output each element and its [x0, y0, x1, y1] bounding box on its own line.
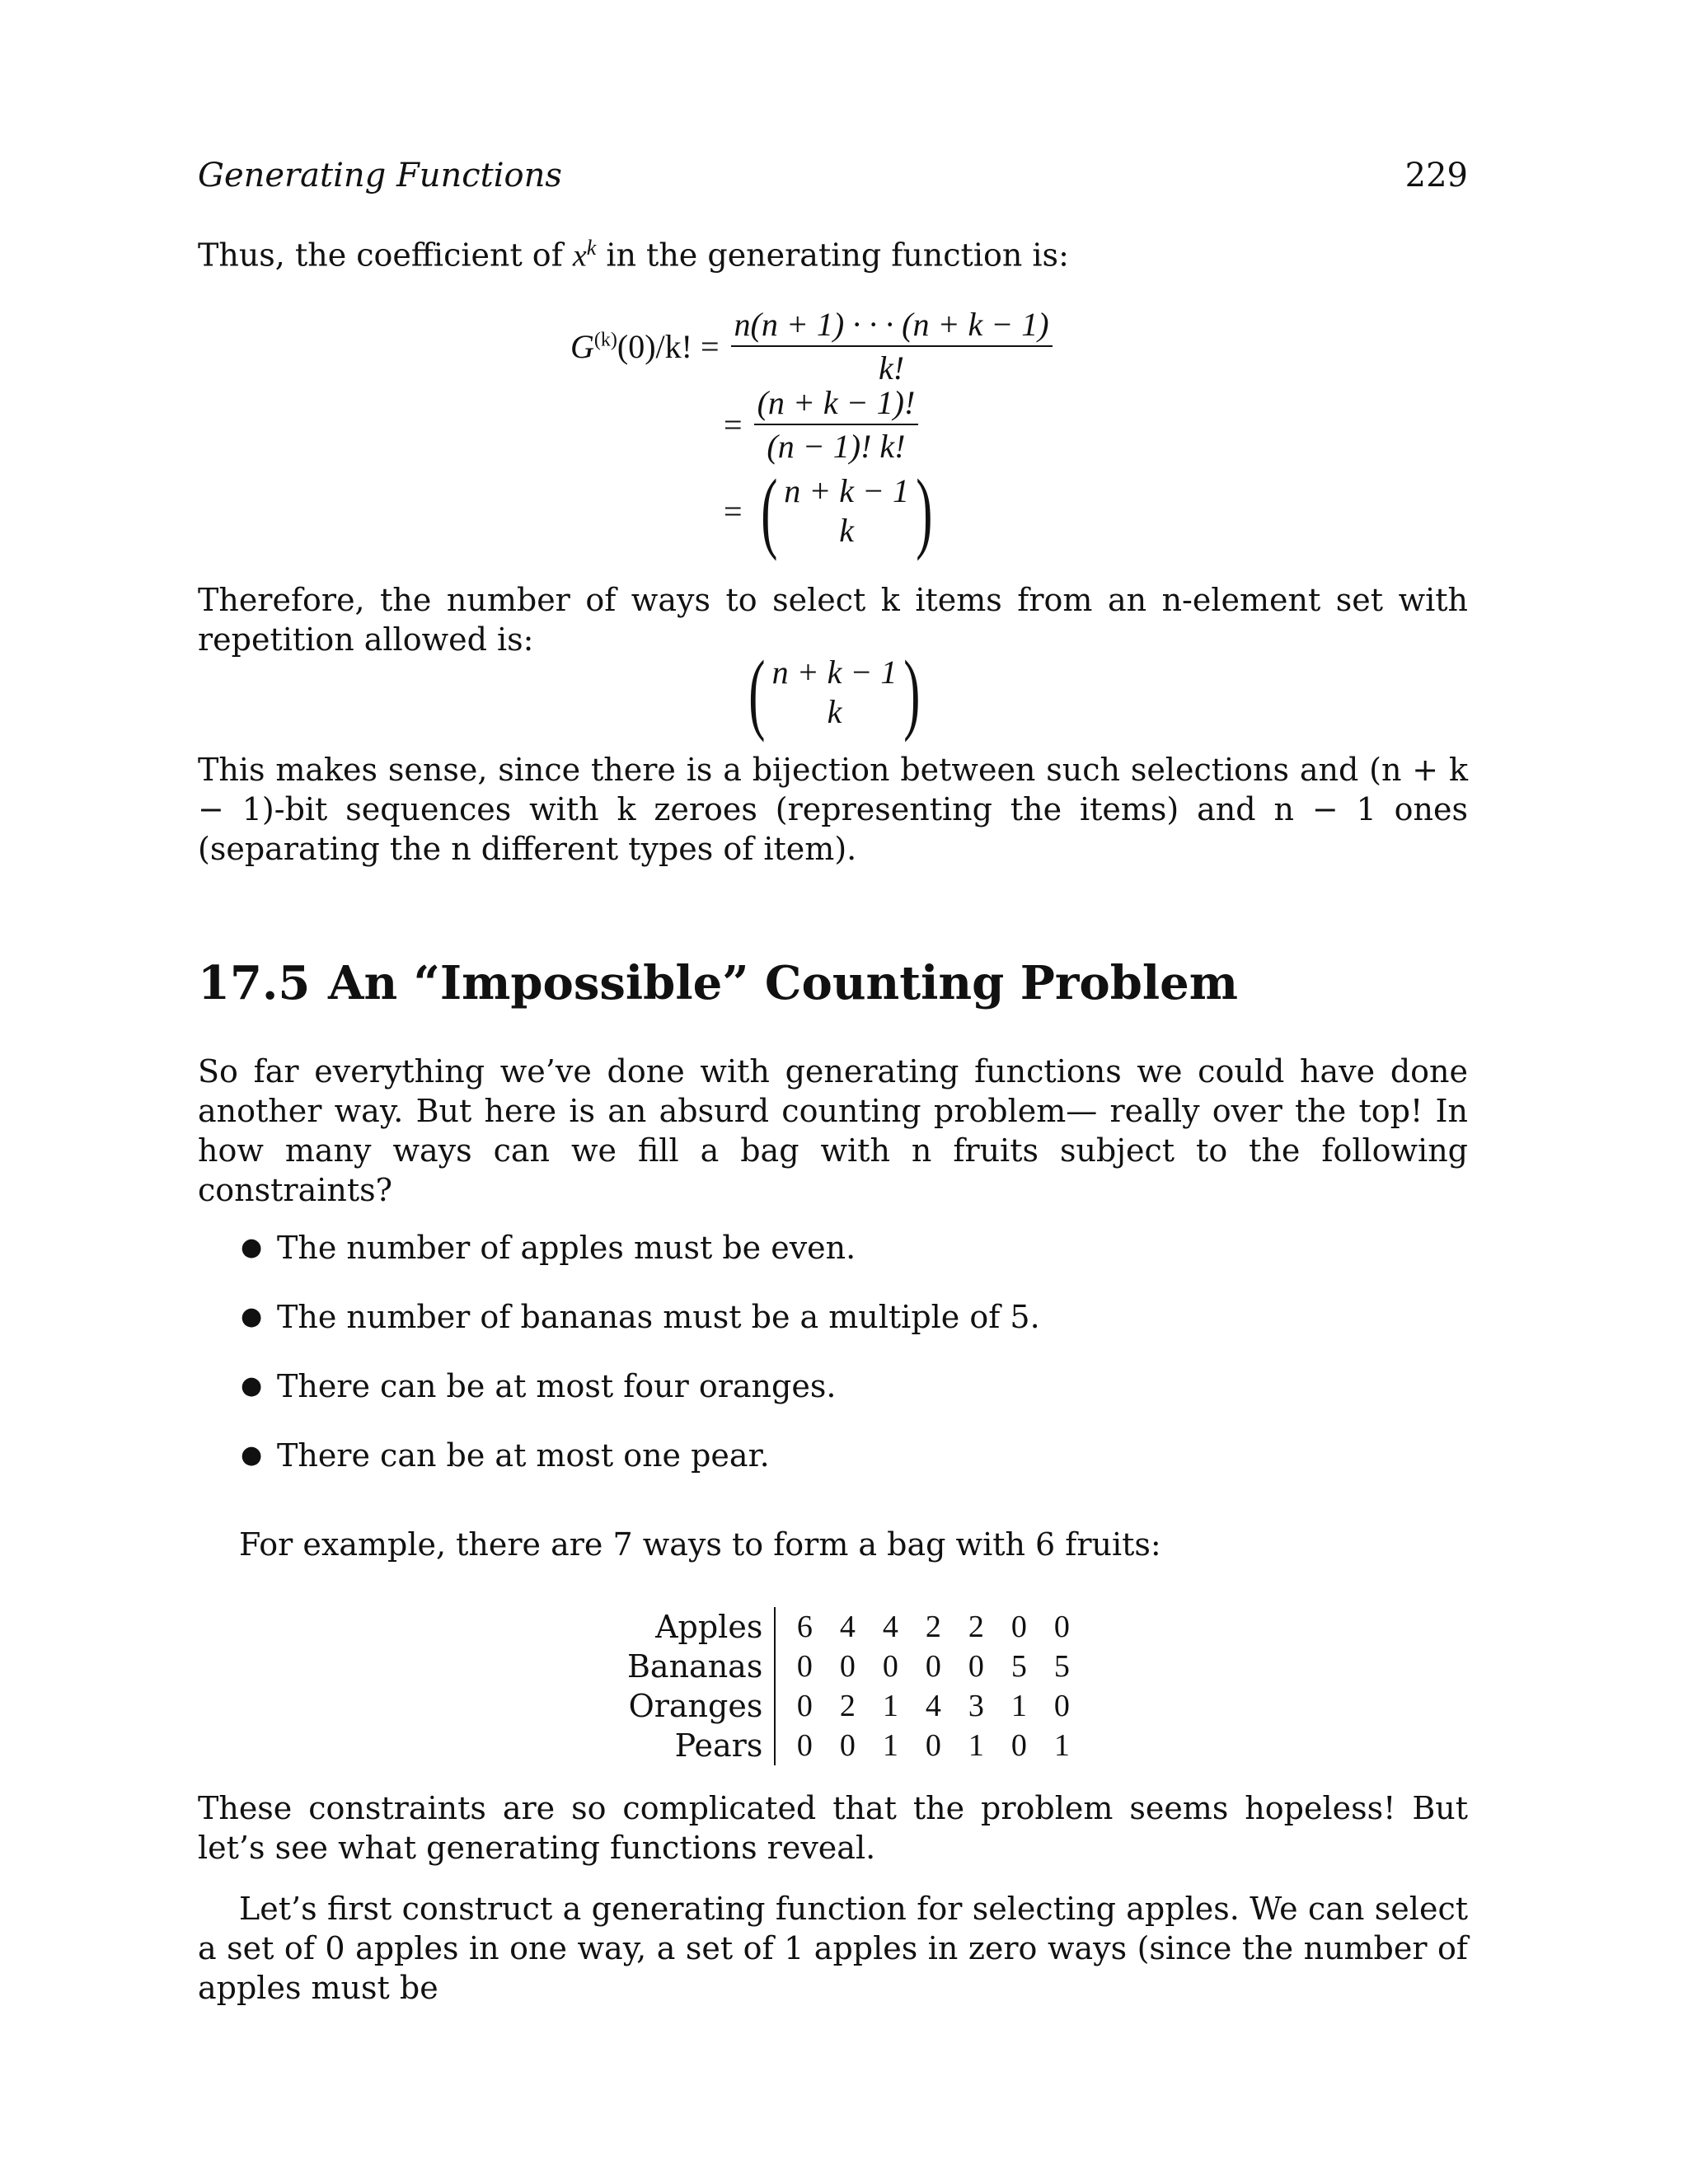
- table-cell: 0: [796, 1649, 813, 1684]
- page-number: 229: [1404, 157, 1468, 194]
- right-paren: ): [916, 461, 933, 561]
- list-item: ● There can be at most four oranges.: [241, 1368, 837, 1404]
- list-item: ● There can be at most one pear.: [241, 1437, 770, 1474]
- running-title: Generating Functions: [198, 157, 562, 194]
- bullet-icon: ●: [241, 1441, 263, 1469]
- derivation-fraction-2: [754, 383, 919, 466]
- table-cell: 0: [882, 1649, 898, 1684]
- table-cell: 0: [1010, 1728, 1027, 1763]
- table-cell: 0: [1010, 1610, 1027, 1644]
- section-heading: [198, 956, 1238, 1010]
- math-x: x: [572, 238, 587, 274]
- table-cell: 1: [1053, 1728, 1070, 1763]
- derivation-row-1: [570, 306, 1053, 387]
- bijection-paragraph: This makes sense, since there is a bijection between such selections and (n + k − 1)-bit sequences with k zeroes (representing the items) and n − 1 ones (separating the n different types of item).: [198, 752, 1468, 867]
- table-cell: 5: [1010, 1649, 1027, 1684]
- table-cell: 4: [839, 1610, 856, 1644]
- bullet-icon: ●: [241, 1302, 263, 1331]
- table-cell: 0: [839, 1649, 856, 1684]
- binomial-bottom: k: [839, 512, 854, 549]
- intro-trail: in the generating function is:: [596, 237, 1069, 274]
- section-number: 17.5: [198, 956, 311, 1010]
- table-cell: 4: [925, 1689, 941, 1723]
- binomial-bottom: k: [827, 693, 842, 730]
- bullet-icon: ●: [241, 1371, 263, 1400]
- derivation-row-2: [724, 384, 918, 465]
- table-row-label: Apples: [620, 1607, 775, 1647]
- derivation-lhs: $G^{(k)}(0)/k$! =: [570, 327, 720, 365]
- table-row: [620, 1607, 1083, 1647]
- table-cell: 5: [1053, 1649, 1070, 1684]
- equals-sign: =: [724, 492, 743, 530]
- derivation-row-3: [724, 461, 940, 561]
- fraction-2-numerator: (n + k − 1)!: [754, 383, 919, 425]
- intro-line: [198, 228, 1069, 276]
- bullet-icon: ●: [241, 1233, 263, 1262]
- table-row-label: Bananas: [620, 1647, 775, 1686]
- constraints-list: [241, 1230, 1040, 1507]
- derivation-binomial: [754, 461, 940, 561]
- binomial-top: n + k − 1: [771, 654, 898, 691]
- hopeless-paragraph: These constraints are so complicated that the problem seems hopeless! But let’s see what generating functions reveal.: [198, 1790, 1468, 1866]
- table-row: [620, 1647, 1083, 1686]
- binomial-top: n + k − 1: [784, 472, 909, 509]
- intro-lead: Thus, the coefficient of: [198, 237, 573, 274]
- binomial: [742, 642, 927, 743]
- left-paren: (: [760, 461, 777, 561]
- table-cell: 1: [1010, 1689, 1027, 1723]
- left-paren: (: [748, 642, 766, 743]
- table-cell: 0: [796, 1728, 813, 1763]
- table-cell: 0: [925, 1728, 941, 1763]
- table-cell: 0: [925, 1649, 941, 1684]
- section-title: An “Impossible” Counting Problem: [328, 956, 1239, 1010]
- table-cell: 0: [968, 1649, 984, 1684]
- equals-sign: =: [724, 405, 743, 443]
- table-cell: 2: [839, 1689, 856, 1723]
- table-cell: 1: [882, 1728, 898, 1763]
- table-cell: 3: [968, 1689, 984, 1723]
- table-cell: 0: [1053, 1689, 1070, 1723]
- table-cell: 1: [968, 1728, 984, 1763]
- fruit-table: [620, 1607, 1083, 1765]
- table-cell: 6: [796, 1610, 813, 1644]
- fraction-1-denominator: k!: [878, 349, 905, 387]
- table-row-label: Oranges: [620, 1686, 775, 1726]
- table-cell: 2: [968, 1610, 984, 1644]
- table-cell: 0: [1053, 1610, 1070, 1644]
- example-intro: For example, there are 7 ways to form a bag with 6 fruits:: [239, 1526, 1161, 1563]
- table-cell: 0: [839, 1728, 856, 1763]
- table-row: [620, 1726, 1083, 1765]
- table-cell: 1: [882, 1689, 898, 1723]
- table-row: [620, 1686, 1083, 1726]
- fraction-1-numerator: n(n + 1) · · · (n + k − 1): [731, 305, 1053, 347]
- fraction-2-denominator: (n − 1)! k!: [767, 428, 906, 465]
- table-row-label: Pears: [620, 1726, 775, 1765]
- math-k-exponent: k: [586, 236, 597, 260]
- therefore-binomial: [742, 642, 927, 743]
- list-item: ● The number of apples must be even.: [241, 1230, 856, 1266]
- right-paren: ): [903, 642, 921, 743]
- problem-paragraph: So far everything we’ve done with generating functions we could have done another way. But here is an absurd counting problem— really over the top! In how many ways can we fill a bag with n fruits subject to the following constraints?: [198, 1053, 1468, 1208]
- derivation-fraction-1: [731, 305, 1053, 387]
- apples-paragraph: Let’s first construct a generating function for selecting apples. We can select a set of 0 apples in one way, a set of 1 apples in zero ways (since the number of apples must be: [198, 1891, 1468, 2006]
- table-cell: 2: [925, 1610, 941, 1644]
- therefore-paragraph: Therefore, the number of ways to select k items from an n-element set with repetition allowed is:: [198, 582, 1468, 658]
- table-cell: 0: [796, 1689, 813, 1723]
- list-item: ● The number of bananas must be a multiple of 5.: [241, 1299, 1040, 1335]
- table-cell: 4: [882, 1610, 898, 1644]
